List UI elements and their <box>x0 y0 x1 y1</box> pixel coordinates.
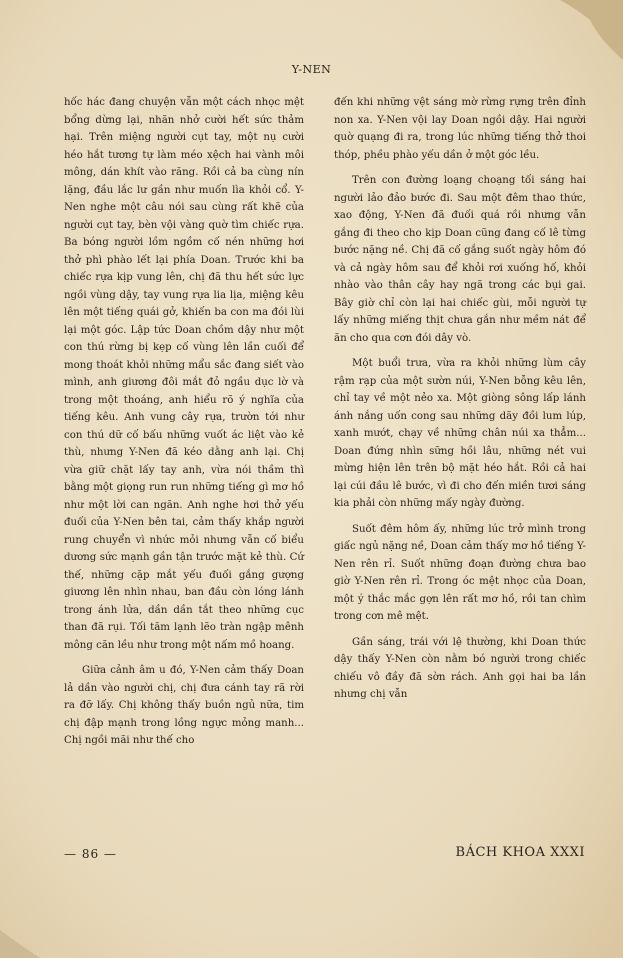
page-number: — 86 — <box>64 847 117 861</box>
paragraph: đến khi những vệt sáng mờ rừng rựng trên đỉnh non xa. Y-Nen vội lay Doan ngồi dậy. Hai người quờ quạng đi ra, trong lúc những tiếng thở thoi thóp, phều phào yếu dần ở một góc lều. <box>334 97 586 161</box>
paragraph: Giữa cảnh âm u đó, Y-Nen cảm thấy Doan lả dần vào người chị, chị đưa cánh tay rã rời ra đỡ lấy. Chị không thấy buồn ngủ nữa, tim chị đập mạnh trong lồng ngực mỏng manh... Chị ngồi mãi như thế cho <box>64 665 304 746</box>
paragraph: Trên con đường loạng choạng tối sáng hai người lảo đảo bước đi. Sau một đêm thao thức, xao động, Y-Nen đã đuối quá rồi nhưng vẫn gắng đi theo cho kịp Doan cũng đang cố lê từng bước nặng nề. Chị đã cố gắng suốt ngày hôm đó và cả ngày hôm sau để khỏi rơi xuống hố, khỏi nhào vào thân cây hay ngã trong các bụi gai. Bây giờ chỉ còn lại hai chiếc gùi, mỗi người tự lấy những miếng thịt chưa gắn như mềm nát để ăn cho qua cơn đói dây vò. <box>334 175 586 344</box>
paragraph: Một buổi trưa, vừa ra khỏi những lùm cây rậm rạp của một sườn núi, Y-Nen bỗng kêu lên, chỉ tay về một nẻo xa. Một giòng sông lấp lánh ánh nắng uốn cong sau những dãy đồi lum lúp, xanh mướt, chạy về những chân núi xa thẳm... Doan đứng nhìn sững hồi lâu, những nét vui mừng hiện lên trên bộ mặt héo hắt. Rồi cả hai lại cúi đầu lê bước, vì đi cho đến miền tươi sáng kia phải còn những mấy ngày đường. <box>334 358 586 509</box>
paragraph: Suốt đêm hôm ấy, những lúc trở mình trong giấc ngủ nặng nề, Doan cảm thấy mơ hồ tiếng Y-Nen rên rỉ. Suốt những đoạn đường chưa bao giờ Y-Nen rên rỉ. Trong óc mệt nhọc của Doan, một ý thắc mắc gợn lên rất mơ hồ, rồi tan chìm trong cơn mê mệt. <box>334 523 586 622</box>
left-column <box>64 94 304 758</box>
running-header: Y-NEN <box>291 63 332 76</box>
magazine-name: BÁCH KHOA XXXI <box>455 845 585 860</box>
paragraph: Gần sáng, trái với lệ thường, khi Doan thức dậy thấy Y-Nen còn nằm bó người trong chiếc chiếu vô đầy đã sờn rách. Anh gọi hai ba lần nhưng chị vẫn <box>334 636 586 700</box>
right-column <box>334 94 586 712</box>
paragraph: hốc hác đang chuyện vẫn một cách nhọc mệt bổng dừng lại, nhăn nhở cười hết sức thảm hại. Trên miệng người cụt tay, một nụ cười héo hắt tương tự làm méo xệch hai vành môi mông, dán khít vào răng. Rồi cả ba cùng nín lặng, đầu lắc lư gần như muốn lìa khỏi cổ. Y-Nen nghe một câu nói sau cùng rất khẽ của người cụt tay, bèn vội vàng quờ tìm chiếc rựa. Ba bóng người lồm ngồm cố nén những hơi thở phì phào lết lại phía Doan. Trước khi ba chiếc rựa kịp vung lên, chị đã thu hết sức lực ngồi vùng dậy, tay vung rựa lia lịa, miệng kêu lên một tiếng quái gở, khiến ba con ma đói lùi lại một góc. Lập tức Doan chồm dậy như một con thú rừng bị kẹp cố vùng lên lần cuối để mong thoát khỏi những mẩu sắc đang siết vào mình, anh giương đôi mắt đỏ ngầu dục lờ và trong một thoáng, anh hiểu rõ ý nghĩa của tiếng kêu. Anh vung cây rựa, trườn tới như con thú dữ cố bấu những vuốt ác liệt vào kẻ thù, nhưng Y-Nen đã kéo dằng anh lại. Chị vừa giữ chặt lấy tay anh, vừa nói thầm thì bằng một giọng run run những tiếng gì mơ hồ như một lời can ngăn. Anh nghe hơi thở yếu đuối của Y-Nen bên tai, cảm thấy khắp người rung chuyển vì nhức mỏi nhưng vẫn cố biểu dương sức mạnh gần tận trước mặt kẻ thù. Cứ thế, những cặp mắt yếu đuối gắng gượng giương lên nhìn nhau, ban đầu còn lóng lánh trong ánh lửa, dần dần tắt theo những cục than đã rụi. Tối tăm lạnh lẽo tràn ngập mênh mông căn lều như trong một nấm mồ hoang. <box>64 97 304 651</box>
